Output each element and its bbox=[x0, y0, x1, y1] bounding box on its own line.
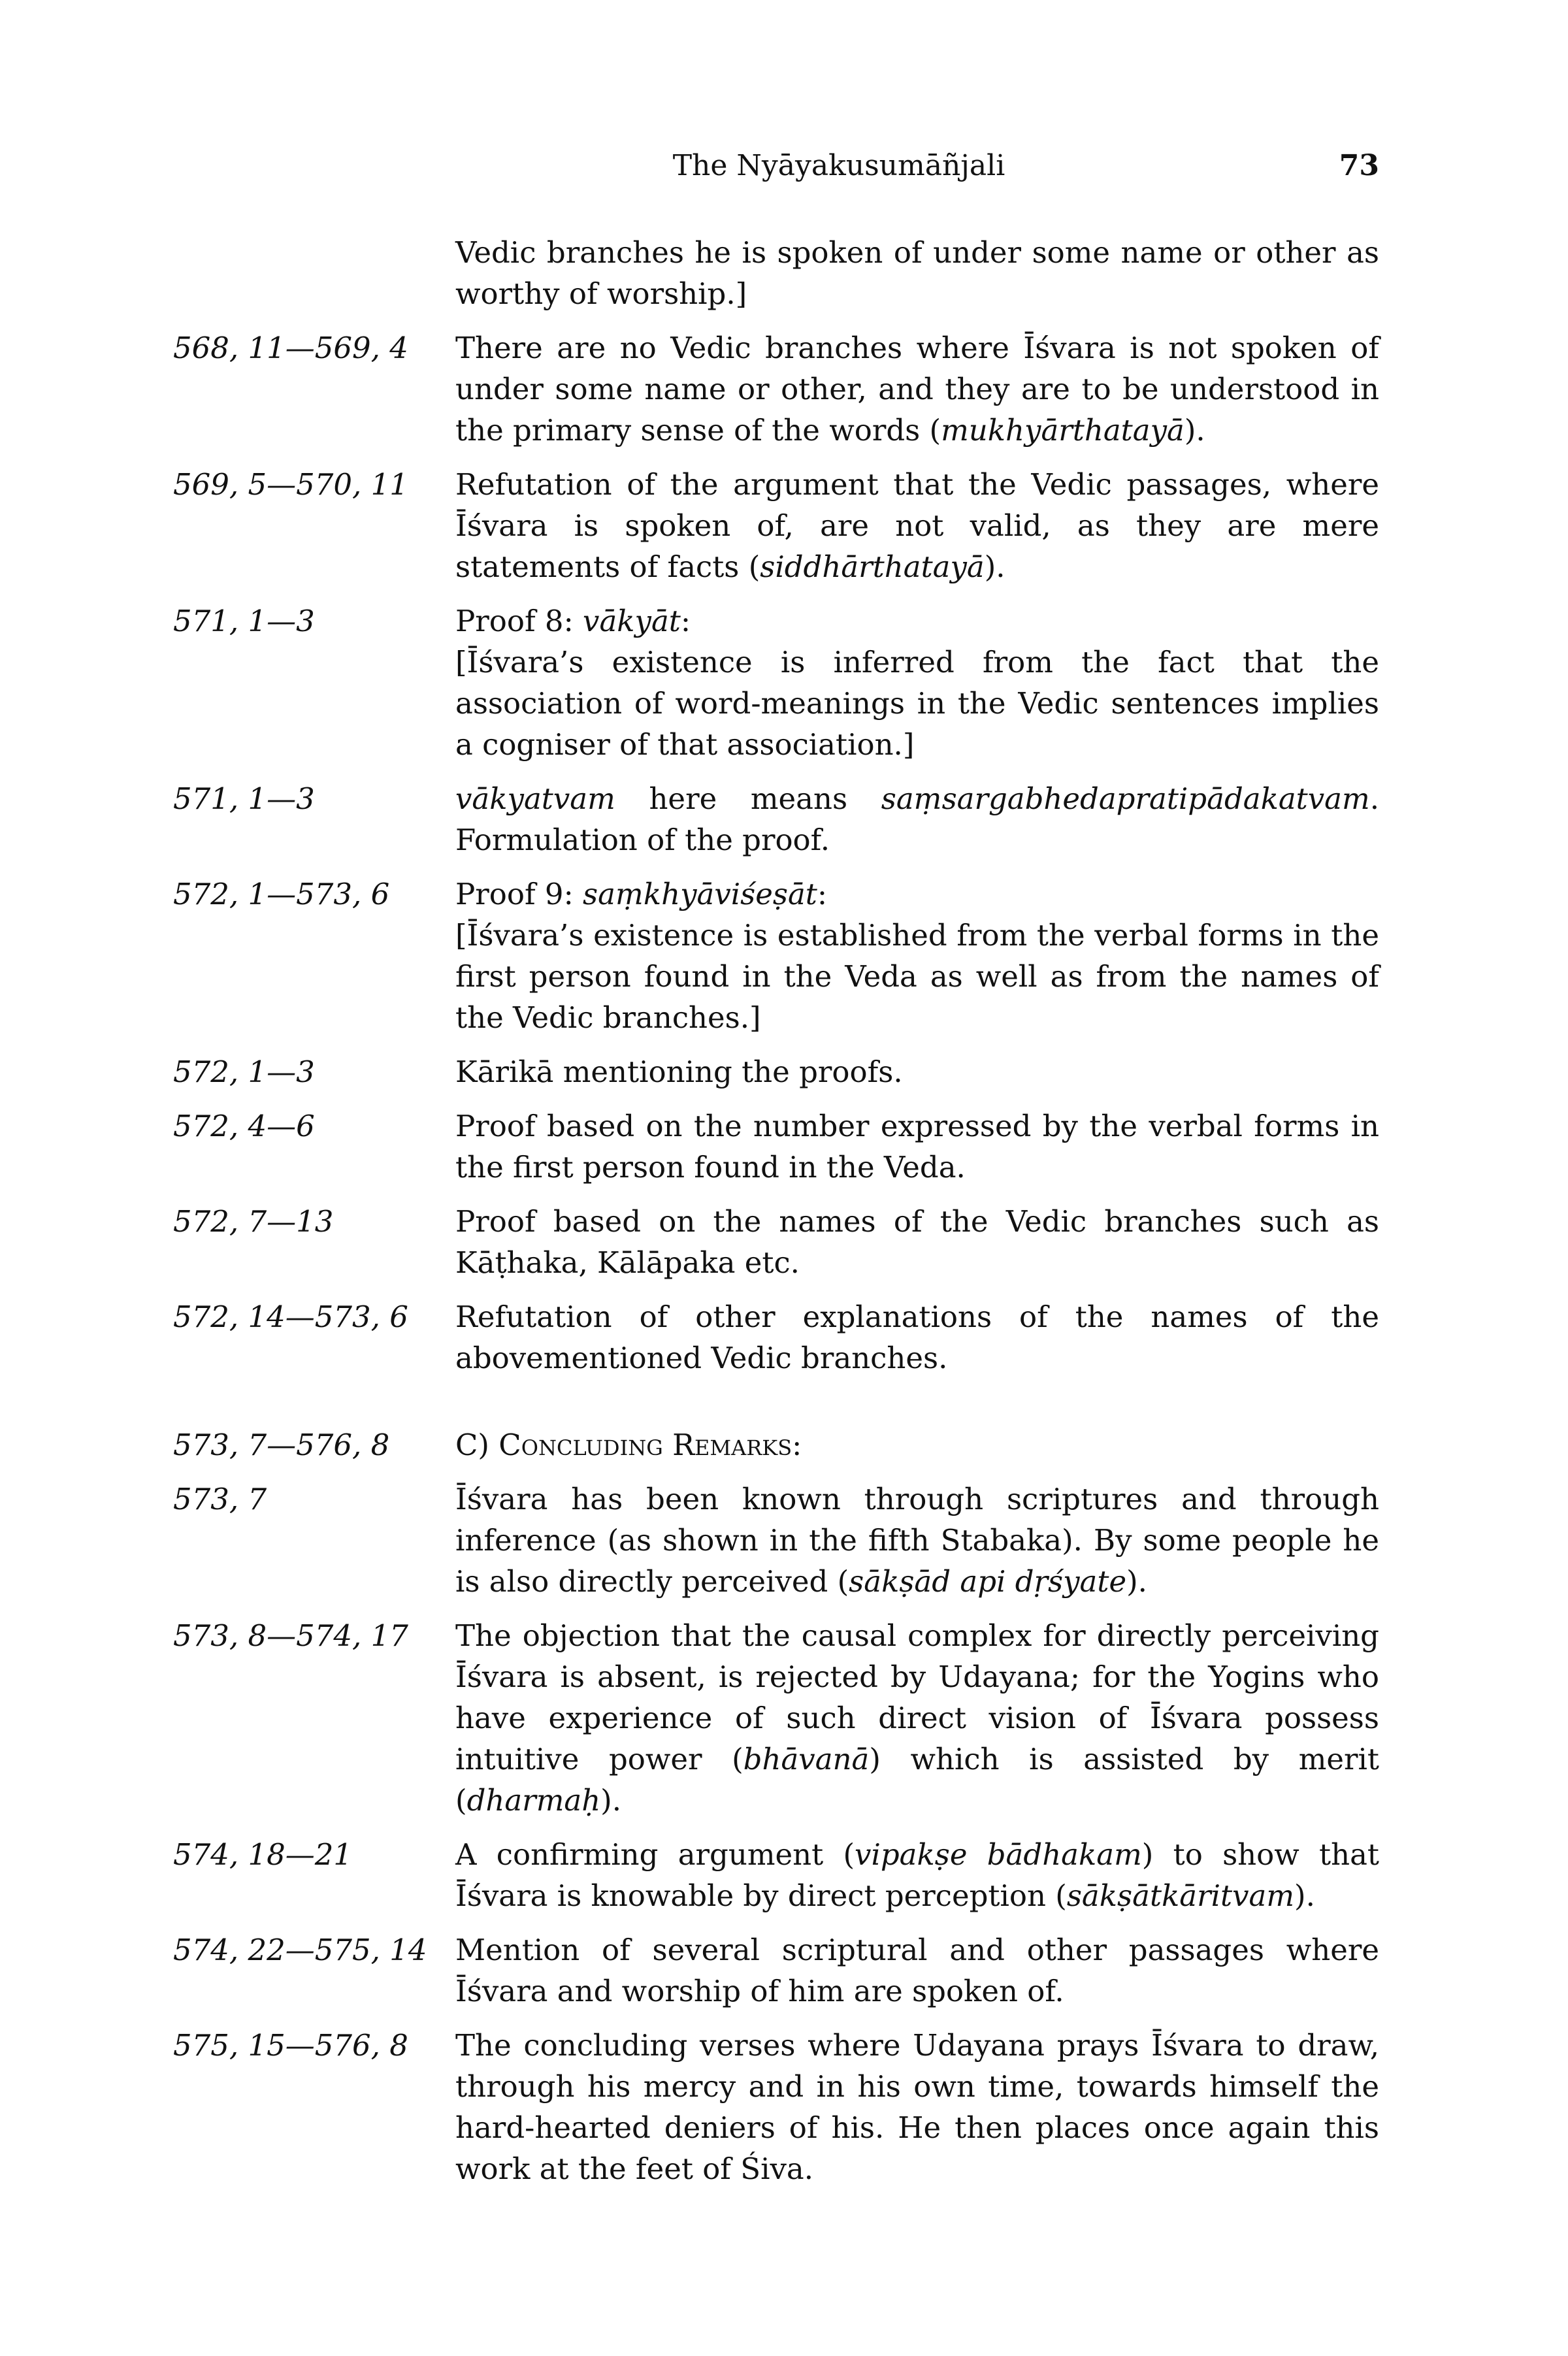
text-segment: There are no Vedic branches where Īśvara is not spoken of under some name or other, and they are to be understood in the primary sense of the words ( bbox=[455, 331, 1379, 448]
page-line-reference: 572, 1—3 bbox=[173, 1055, 315, 1089]
entry-text bbox=[455, 1424, 1379, 1465]
synopsis-entry bbox=[173, 2025, 1379, 2189]
entry-paragraph bbox=[455, 232, 1379, 314]
entry-paragraph bbox=[455, 1479, 1379, 1602]
entry-paragraph bbox=[455, 1929, 1379, 2012]
text-segment: ) to show that Īśvara is knowable by direct perception ( bbox=[455, 1837, 1380, 1913]
entry-text bbox=[455, 1296, 1379, 1379]
synopsis-entry bbox=[173, 1834, 1379, 1916]
page-line-reference: 568, 11—569, 4 bbox=[173, 331, 408, 365]
text-segment: The concluding verses where Udayana prays Īśvara to draw, through his mercy and in his own time, towards himself the hard-hearted deniers of his. He then places once again this work at the feet of Śiva. bbox=[455, 2028, 1379, 2186]
sanskrit-term: sākṣād api dṛśyate bbox=[849, 1564, 1127, 1599]
sanskrit-term: siddhārthatayā bbox=[760, 549, 985, 584]
text-segment: ). bbox=[600, 1783, 622, 1818]
page-line-reference: 571, 1—3 bbox=[173, 781, 315, 816]
page-line-reference: 572, 1—573, 6 bbox=[173, 877, 390, 911]
text-segment: ). bbox=[1184, 413, 1205, 448]
entry-text bbox=[455, 778, 1379, 860]
entry-paragraph bbox=[455, 778, 1379, 860]
text-segment: : bbox=[680, 604, 691, 638]
text-segment: [Īśvara’s existence is inferred from the fact that the association of word-meanings in the Vedic sentences implies a cogniser of that association.] bbox=[455, 645, 1379, 762]
sanskrit-term: mukhyārthatayā bbox=[941, 413, 1184, 448]
page-line-reference: 569, 5—570, 11 bbox=[173, 467, 408, 502]
entry-text bbox=[455, 1051, 1379, 1092]
entry-paragraph bbox=[455, 915, 1379, 1038]
text-segment: A confirming argument ( bbox=[455, 1837, 855, 1872]
text-segment: ). bbox=[984, 549, 1005, 584]
entry-text bbox=[455, 874, 1379, 1038]
text-segment: ) which is assisted by merit ( bbox=[455, 1742, 1379, 1818]
sanskrit-term: dharmaḥ bbox=[466, 1783, 601, 1818]
entry-text bbox=[455, 1834, 1379, 1916]
sanskrit-term: saṃsargabhedapratipādakatvam bbox=[881, 781, 1370, 816]
sanskrit-term: saṃkhyāviśeṣāt bbox=[583, 877, 817, 911]
page-line-reference: 575, 15—576, 8 bbox=[173, 2028, 408, 2063]
synopsis-entry bbox=[173, 1615, 1379, 1821]
text-segment: here means bbox=[615, 781, 881, 816]
text-segment: Refutation of the argument that the Vedic passages, where Īśvara is spoken of, are not valid, as they are mere statements of facts ( bbox=[455, 467, 1379, 584]
entry-paragraph bbox=[455, 874, 1379, 915]
entry-paragraph bbox=[455, 1834, 1379, 1916]
text-segment: The objection that the causal complex for directly perceiving Īśvara is absent, is rejected by Udayana; for the Yogins who have experience of such direct vision of Īśvara possess intuitive power ( bbox=[455, 1618, 1379, 1776]
section-heading-entry bbox=[173, 1424, 1379, 1465]
entry-text bbox=[455, 1201, 1379, 1283]
text-segment: : bbox=[792, 1428, 802, 1462]
synopsis-entry bbox=[173, 1479, 1379, 1602]
entry-paragraph bbox=[455, 1424, 1379, 1465]
page-header bbox=[455, 149, 1379, 188]
synopsis-entry bbox=[173, 1201, 1379, 1283]
sanskrit-term: sākṣātkāritvam bbox=[1066, 1878, 1295, 1913]
entry-text bbox=[455, 600, 1379, 765]
entry-text bbox=[455, 1479, 1379, 1602]
entry-paragraph bbox=[455, 1105, 1379, 1188]
page-line-reference bbox=[173, 232, 455, 314]
sanskrit-term: vipakṣe bādhakam bbox=[855, 1837, 1142, 1872]
synopsis-entry bbox=[173, 1105, 1379, 1188]
text-segment: Refutation of other explanations of the names of the abovementioned Vedic branches. bbox=[455, 1300, 1379, 1375]
synopsis-entry bbox=[173, 1296, 1379, 1379]
page-line-reference: 572, 7—13 bbox=[173, 1204, 334, 1239]
text-segment: Proof based on the names of the Vedic branches such as Kāṭhaka, Kālāpaka etc. bbox=[455, 1204, 1379, 1280]
entry-text bbox=[455, 232, 1379, 314]
entry-paragraph bbox=[455, 642, 1379, 765]
entry-text bbox=[455, 1615, 1379, 1821]
text-segment: Vedic branches he is spoken of under some name or other as worthy of worship.] bbox=[455, 235, 1379, 311]
entry-paragraph bbox=[455, 2025, 1379, 2189]
synopsis-entry bbox=[173, 232, 1379, 314]
entry-text bbox=[455, 327, 1379, 451]
page-line-reference: 572, 14—573, 6 bbox=[173, 1300, 408, 1334]
synopsis-entry bbox=[173, 1929, 1379, 2012]
entry-text bbox=[455, 464, 1379, 587]
entry-paragraph bbox=[455, 1051, 1379, 1092]
entry-paragraph bbox=[455, 1296, 1379, 1379]
page-body bbox=[173, 232, 1379, 2189]
entry-paragraph bbox=[455, 1615, 1379, 1821]
text-segment: Īśvara has been known through scriptures and through inference (as shown in the fifth Stabaka). By some people he is also directly perceived ( bbox=[455, 1482, 1379, 1599]
entry-text bbox=[455, 1929, 1379, 2012]
page-line-reference: 574, 18—21 bbox=[173, 1837, 353, 1872]
text-segment: Proof based on the number expressed by the verbal forms in the first person found in the Veda. bbox=[455, 1109, 1379, 1185]
page-line-reference: 574, 22—575, 14 bbox=[173, 1933, 427, 1967]
page-number: 73 bbox=[1339, 149, 1379, 182]
page-line-reference: 573, 8—574, 17 bbox=[173, 1618, 408, 1653]
text-segment: Proof 9: bbox=[455, 877, 583, 911]
page-line-reference: 573, 7 bbox=[173, 1482, 267, 1516]
page-line-reference: 571, 1—3 bbox=[173, 604, 315, 638]
entry-paragraph bbox=[455, 600, 1379, 642]
text-segment: C) bbox=[455, 1428, 499, 1462]
synopsis-entry bbox=[173, 778, 1379, 860]
synopsis-entry bbox=[173, 874, 1379, 1038]
section-title: Concluding Remarks bbox=[498, 1428, 792, 1462]
synopsis-entry bbox=[173, 600, 1379, 765]
synopsis-entry bbox=[173, 327, 1379, 451]
text-segment: Kārikā mentioning the proofs. bbox=[455, 1055, 903, 1089]
entry-paragraph bbox=[455, 327, 1379, 451]
text-segment: Mention of several scriptural and other passages where Īśvara and worship of him are spoken of. bbox=[455, 1933, 1379, 2008]
entry-paragraph bbox=[455, 1201, 1379, 1283]
entry-text bbox=[455, 1105, 1379, 1188]
synopsis-entry bbox=[173, 464, 1379, 587]
entry-paragraph bbox=[455, 464, 1379, 587]
text-segment: Proof 8: bbox=[455, 604, 583, 638]
sanskrit-term: bhāvanā bbox=[743, 1742, 870, 1776]
text-segment: ). bbox=[1294, 1878, 1315, 1913]
text-segment: . Formulation of the proof. bbox=[455, 781, 1379, 857]
entry-text bbox=[455, 2025, 1379, 2189]
text-segment: ). bbox=[1126, 1564, 1147, 1599]
running-title: The Nyāyakusumāñjali bbox=[672, 149, 1005, 182]
text-segment: : bbox=[817, 877, 828, 911]
page-line-reference: 573, 7—576, 8 bbox=[173, 1428, 390, 1462]
sanskrit-term: vākyatvam bbox=[455, 781, 615, 816]
sanskrit-term: vākyāt bbox=[583, 604, 681, 638]
text-segment: [Īśvara’s existence is established from the verbal forms in the first person found in the Veda as well as from the names of the Vedic branches.] bbox=[455, 918, 1379, 1035]
synopsis-entry bbox=[173, 1051, 1379, 1092]
page-line-reference: 572, 4—6 bbox=[173, 1109, 315, 1143]
